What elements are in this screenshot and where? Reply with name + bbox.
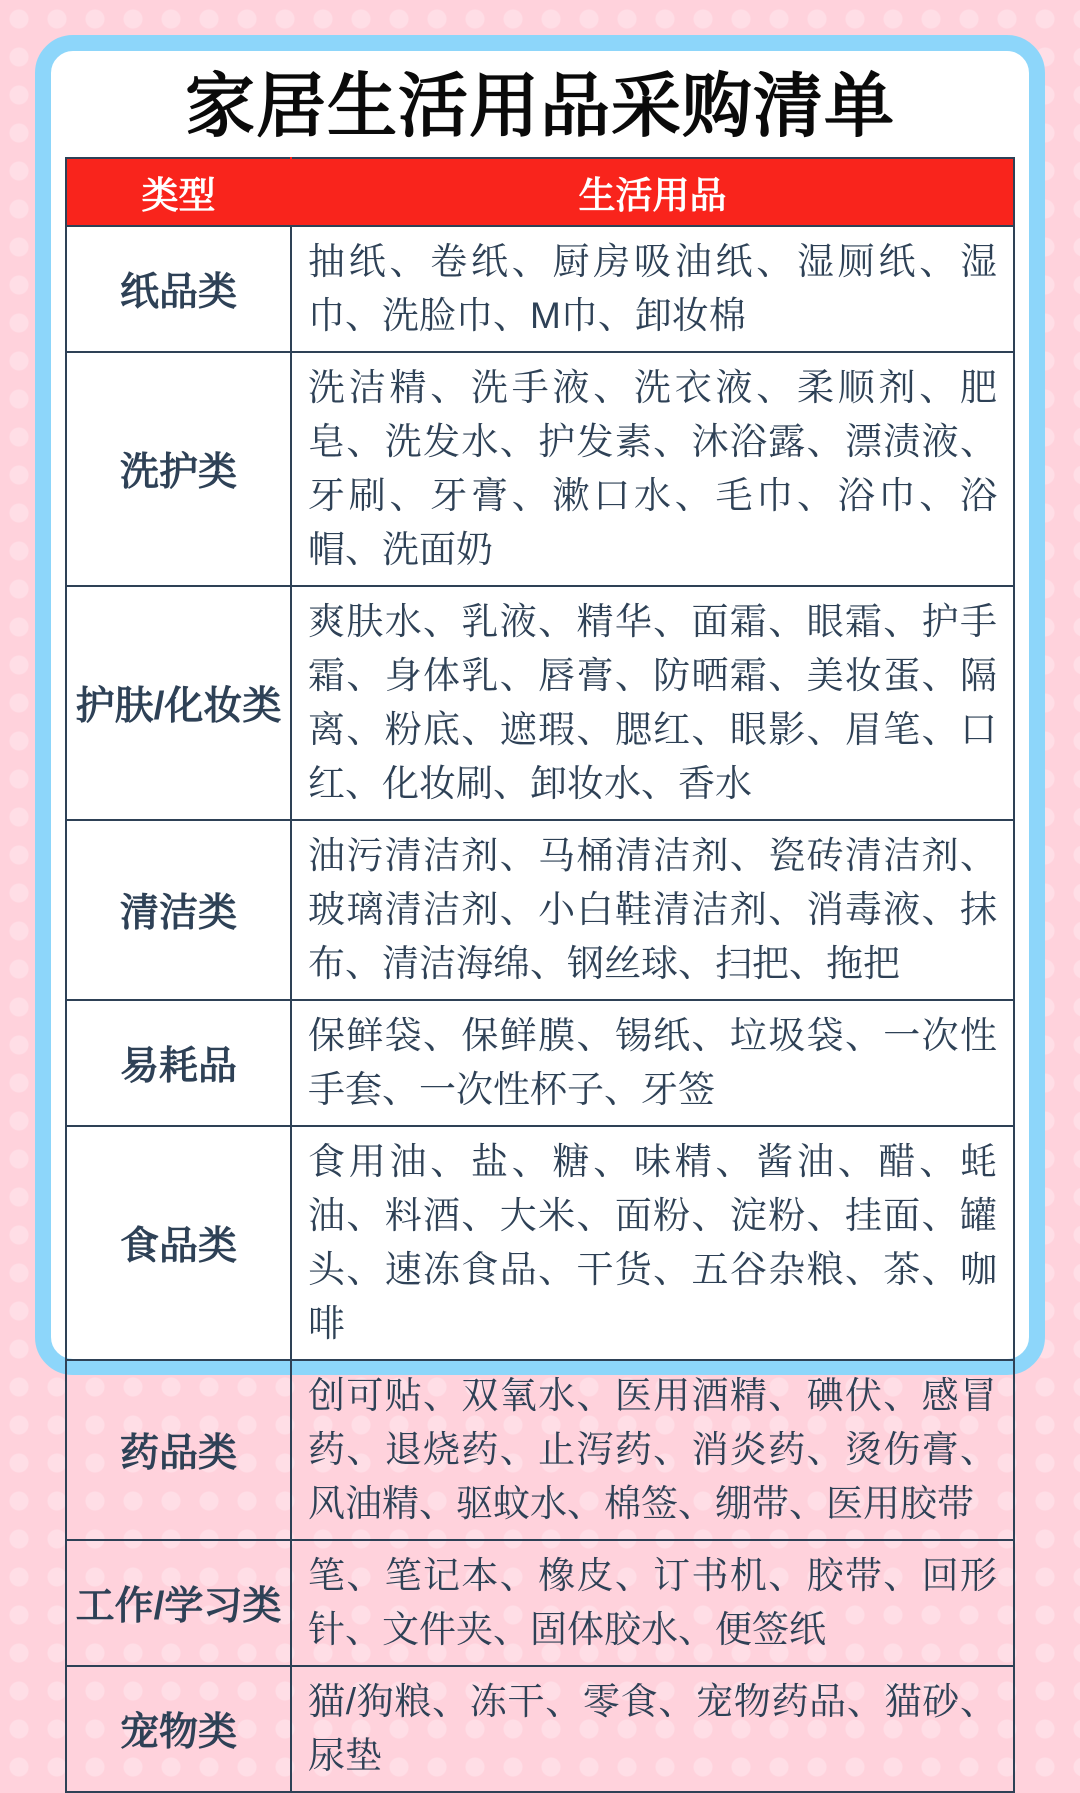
category-cell: 清洁类	[66, 820, 291, 1000]
category-cell: 食品类	[66, 1126, 291, 1360]
table-row	[66, 1126, 1014, 1360]
table-row	[66, 1360, 1014, 1540]
items-cell: 洗洁精、洗手液、洗衣液、柔顺剂、肥皂、洗发水、护发素、沐浴露、漂渍液、牙刷、牙膏、漱口水、毛巾、浴巾、浴帽、洗面奶	[291, 352, 1014, 586]
checklist-card	[35, 35, 1045, 1776]
table-header	[66, 158, 1014, 226]
items-cell: 猫/狗粮、冻干、零食、宠物药品、猫砂、尿垫	[291, 1666, 1014, 1792]
table-body	[66, 226, 1014, 1792]
table-row	[66, 586, 1014, 820]
table-row	[66, 1540, 1014, 1666]
items-cell: 笔、笔记本、橡皮、订书机、胶带、回形针、文件夹、固体胶水、便签纸	[291, 1540, 1014, 1666]
items-cell: 食用油、盐、糖、味精、酱油、醋、蚝油、料酒、大米、面粉、淀粉、挂面、罐头、速冻食品、干货、五谷杂粮、茶、咖啡	[291, 1126, 1014, 1360]
header-cell-items: 生活用品	[291, 158, 1014, 226]
table-row	[66, 1666, 1014, 1792]
items-cell: 保鲜袋、保鲜膜、锡纸、垃圾袋、一次性手套、一次性杯子、牙签	[291, 1000, 1014, 1126]
items-cell: 创可贴、双氧水、医用酒精、碘伏、感冒药、退烧药、止泻药、消炎药、烫伤膏、风油精、驱蚊水、棉签、绷带、医用胶带	[291, 1360, 1014, 1540]
shopping-table	[65, 157, 1015, 1793]
category-cell: 工作/学习类	[66, 1540, 291, 1666]
header-cell-type: 类型	[66, 158, 291, 226]
category-cell: 宠物类	[66, 1666, 291, 1792]
category-cell: 纸品类	[66, 226, 291, 352]
category-cell: 护肤/化妆类	[66, 586, 291, 820]
items-cell: 抽纸、卷纸、厨房吸油纸、湿厕纸、湿巾、洗脸巾、M巾、卸妆棉	[291, 226, 1014, 352]
category-cell: 洗护类	[66, 352, 291, 586]
page-title: 家居生活用品采购清单	[185, 67, 895, 145]
header-row	[66, 158, 1014, 226]
table-row	[66, 820, 1014, 1000]
table-row	[66, 352, 1014, 586]
items-cell: 油污清洁剂、马桶清洁剂、瓷砖清洁剂、玻璃清洁剂、小白鞋清洁剂、消毒液、抹布、清洁海绵、钢丝球、扫把、拖把	[291, 820, 1014, 1000]
category-cell: 药品类	[66, 1360, 291, 1540]
table-row	[66, 1000, 1014, 1126]
category-cell: 易耗品	[66, 1000, 291, 1126]
items-cell: 爽肤水、乳液、精华、面霜、眼霜、护手霜、身体乳、唇膏、防晒霜、美妆蛋、隔离、粉底、遮瑕、腮红、眼影、眉笔、口红、化妆刷、卸妆水、香水	[291, 586, 1014, 820]
table-row	[66, 226, 1014, 352]
